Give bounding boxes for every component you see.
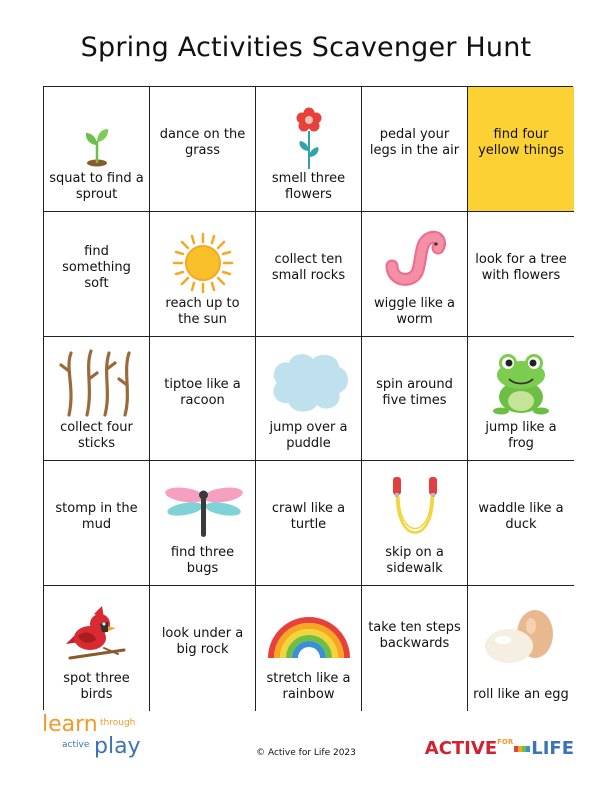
cell-label: waddle like a duck — [478, 501, 564, 533]
cell-bugs[interactable] — [150, 461, 256, 586]
cell-label: jump like a frog — [485, 420, 557, 452]
sticks-icon — [57, 349, 137, 419]
cell-label: reach up to the sun — [165, 295, 240, 327]
cell-turtle[interactable] — [256, 461, 362, 586]
cell-skip[interactable] — [362, 461, 468, 586]
bingo-grid — [43, 86, 573, 710]
cell-label: crawl like a turtle — [271, 501, 346, 533]
sprout-icon — [80, 121, 114, 167]
cell-label: spin around five times — [376, 376, 453, 408]
cell-egg[interactable] — [468, 586, 574, 711]
cell-label: dance on the grass — [159, 127, 246, 158]
cell-rocks[interactable] — [256, 212, 362, 337]
active-for-life-logo — [425, 738, 574, 759]
cell-label: find something soft — [62, 243, 131, 291]
cell-worm[interactable] — [362, 212, 468, 337]
cell-label: find four yellow things — [478, 127, 564, 158]
cell-label: look under a big rock — [161, 626, 244, 658]
cell-label: look for a tree with flowers — [475, 251, 567, 283]
cell-tiptoe[interactable] — [150, 337, 256, 462]
cell-rainbow[interactable] — [256, 586, 362, 711]
cell-label: jump over a puddle — [269, 420, 348, 452]
brand-active-text: ACTIVE — [424, 738, 498, 759]
cell-label: skip on a sidewalk — [385, 545, 444, 577]
cell-pedal[interactable] — [362, 87, 468, 212]
puddle-icon — [267, 349, 351, 415]
cell-rock[interactable] — [150, 586, 256, 711]
cell-sun[interactable] — [150, 212, 256, 337]
egg-icon — [481, 604, 561, 668]
brand-for-text: FOR — [497, 738, 514, 746]
cell-sprout[interactable] — [44, 87, 150, 212]
cell-tree[interactable] — [468, 212, 574, 337]
page-title: Spring Activities Scavenger Hunt — [80, 32, 532, 63]
cell-label: wiggle like a worm — [374, 295, 455, 327]
frog-icon — [491, 351, 551, 415]
cell-label: stretch like a rainbow — [266, 670, 351, 702]
cell-birds[interactable] — [44, 586, 150, 711]
brand-life-text: LIFE — [531, 738, 574, 759]
cell-duck[interactable] — [468, 461, 574, 586]
logo-play-text: play — [94, 734, 141, 759]
cell-label: collect ten small rocks — [271, 251, 346, 283]
cell-label: squat to find a sprout — [49, 170, 144, 202]
brand-dots-icon — [514, 746, 530, 752]
copyright-text: © Active for Life 2023 — [256, 748, 356, 758]
cell-label: spot three birds — [63, 670, 130, 702]
cell-backwards[interactable] — [362, 586, 468, 711]
learn-through-active-play-logo — [42, 712, 162, 768]
logo-active-text: active — [62, 740, 90, 750]
cell-spin[interactable] — [362, 337, 468, 462]
cell-dance[interactable] — [150, 87, 256, 212]
sun-icon — [172, 232, 234, 294]
logo-through-text: through — [100, 718, 136, 728]
cell-sticks[interactable] — [44, 337, 150, 462]
cell-label: collect four sticks — [60, 420, 133, 452]
cell-label: stomp in the mud — [55, 501, 138, 533]
jump-rope-icon — [387, 475, 443, 541]
dragonfly-icon — [161, 485, 245, 539]
cell-label: tiptoe like a racoon — [164, 376, 241, 408]
cell-puddle[interactable] — [256, 337, 362, 462]
worm-icon — [384, 226, 446, 288]
cell-label: pedal your legs in the air — [369, 127, 460, 158]
cell-flowers[interactable] — [256, 87, 362, 212]
rainbow-icon — [267, 612, 351, 660]
logo-learn-text: learn — [42, 712, 98, 737]
cell-label: take ten steps backwards — [368, 620, 461, 652]
cell-soft[interactable] — [44, 212, 150, 337]
cardinal-icon — [64, 604, 130, 662]
cell-label: roll like an egg — [473, 686, 569, 702]
flower-icon — [294, 107, 324, 171]
cell-yellow-things[interactable] — [468, 87, 574, 212]
cell-label: find three bugs — [170, 545, 235, 577]
cell-stomp[interactable] — [44, 461, 150, 586]
cell-label: smell three flowers — [271, 170, 346, 202]
cell-frog[interactable] — [468, 337, 574, 462]
